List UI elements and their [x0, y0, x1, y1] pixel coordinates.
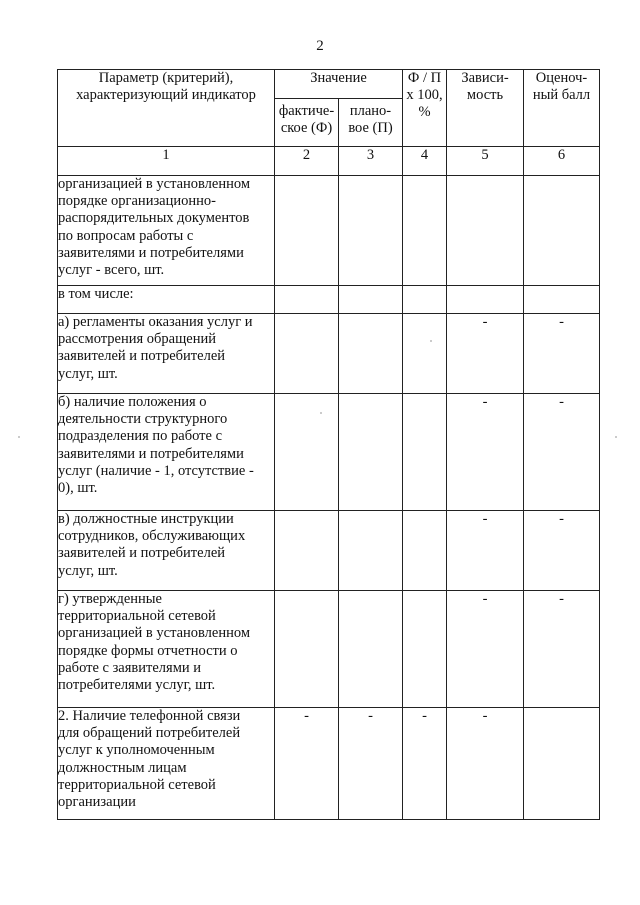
value-cell [339, 314, 403, 394]
parameter-line: 2. Наличие телефонной связи [58, 708, 241, 724]
value-cell [339, 286, 403, 314]
parameter-cell [58, 394, 275, 511]
parameter-cell [58, 286, 275, 314]
parameter-line: организацией в установленном [58, 176, 251, 192]
parameter-cell [58, 314, 275, 394]
header-ratio [403, 70, 447, 147]
parameter-line: порядке формы отчетности о [58, 642, 238, 659]
value-cell [339, 176, 403, 286]
value-cell: - [339, 708, 403, 820]
value-cell [275, 314, 339, 394]
scan-artifact [320, 412, 322, 414]
parameter-line: 0), шт. [58, 480, 98, 497]
value-cell [275, 176, 339, 286]
header-dependency-line: мость [466, 87, 504, 104]
value-cell [447, 176, 524, 286]
value-cell [275, 394, 339, 511]
parameter-line: порядке организационно- [58, 193, 216, 210]
parameter-line: организацией в установленном [58, 625, 251, 642]
header-ratio-line: % [418, 104, 431, 121]
indicator-table [57, 69, 600, 820]
table-row [58, 286, 600, 314]
header-score-line: Оценоч- [535, 70, 588, 86]
parameter-line: деятельности структурного [58, 411, 228, 428]
value-cell: - [275, 708, 339, 820]
header-parameter-line: Параметр (критерий), [98, 70, 234, 86]
parameter-line: услуг (наличие - 1, отсутствие - [58, 462, 254, 479]
parameter-line: заявителями и потребителями [58, 445, 244, 462]
value-cell [447, 286, 524, 314]
header-actual [275, 99, 339, 147]
parameter-line: рассмотрения обращений [58, 331, 216, 348]
header-planned [339, 99, 403, 147]
parameter-line: по вопросам работы с [58, 227, 194, 244]
parameter-line: б) наличие положения о [58, 394, 207, 410]
parameter-line: г) утвержденные [58, 591, 162, 607]
value-cell [275, 286, 339, 314]
header-score-line: ный балл [532, 87, 591, 104]
parameter-line: услуг - всего, шт. [58, 262, 165, 279]
value-cell [524, 286, 600, 314]
value-cell: - [524, 394, 600, 511]
value-cell [403, 394, 447, 511]
parameter-line: услуг к уполномоченным [58, 742, 215, 759]
header-planned-line: плано- [349, 103, 392, 119]
header-score [524, 70, 600, 147]
value-cell [403, 314, 447, 394]
parameter-line: заявителей и потребителей [58, 545, 226, 562]
parameter-cell [58, 708, 275, 820]
value-cell [339, 394, 403, 511]
parameter-line: услуг, шт. [58, 562, 118, 579]
header-ratio-line: х 100, [406, 87, 443, 104]
value-cell: - [447, 511, 524, 591]
parameter-line: распорядительных документов [58, 210, 250, 227]
value-cell [275, 511, 339, 591]
value-cell: - [524, 511, 600, 591]
table-row [58, 591, 600, 708]
scan-artifact [615, 436, 617, 438]
value-cell: - [447, 708, 524, 820]
parameter-line: услуг, шт. [58, 365, 118, 382]
header-dependency [447, 70, 524, 147]
parameter-line: работе с заявителями и [58, 659, 202, 676]
scan-artifact [430, 340, 432, 342]
parameter-cell [58, 511, 275, 591]
header-ratio-line: Ф / П [407, 70, 442, 86]
value-cell [403, 511, 447, 591]
value-cell [403, 176, 447, 286]
parameter-line: территориальной сетевой [58, 776, 216, 793]
parameter-cell [58, 176, 275, 286]
table-row [58, 394, 600, 511]
parameter-line: в) должностные инструкции [58, 511, 234, 527]
header-value-group: Значение [275, 70, 403, 99]
parameter-line: должностным лицам [58, 759, 187, 776]
column-number: 5 [447, 147, 524, 176]
value-cell [524, 176, 600, 286]
scan-artifact [18, 436, 20, 438]
value-cell: - [524, 591, 600, 708]
value-cell [275, 591, 339, 708]
header-parameter-line: характеризующий индикатор [76, 87, 256, 104]
parameter-line: а) регламенты оказания услуг и [58, 314, 253, 330]
header-actual-line: фактиче- [278, 103, 335, 119]
parameter-line: организации [58, 794, 136, 811]
parameter-line: потребителями услуг, шт. [58, 677, 216, 694]
table-row [58, 511, 600, 591]
value-cell: - [447, 394, 524, 511]
table-body [58, 176, 600, 820]
value-cell: - [524, 314, 600, 394]
column-number: 3 [339, 147, 403, 176]
parameter-line: в том числе: [58, 286, 134, 302]
column-number: 1 [58, 147, 275, 176]
value-cell [403, 286, 447, 314]
value-cell: - [447, 591, 524, 708]
header-actual-line: ское (Ф) [280, 120, 333, 137]
parameter-line: заявителей и потребителей [58, 348, 226, 365]
value-cell [339, 591, 403, 708]
value-cell: - [447, 314, 524, 394]
table-row [58, 176, 600, 286]
value-cell [524, 708, 600, 820]
column-number: 2 [275, 147, 339, 176]
value-cell: - [403, 708, 447, 820]
header-planned-line: вое (П) [348, 120, 393, 137]
parameter-line: сотрудников, обслуживающих [58, 528, 246, 545]
parameter-cell [58, 591, 275, 708]
header-parameter [58, 70, 275, 147]
value-cell [339, 511, 403, 591]
value-cell [403, 591, 447, 708]
parameter-line: территориальной сетевой [58, 608, 216, 625]
column-number: 4 [403, 147, 447, 176]
parameter-line: подразделения по работе с [58, 428, 223, 445]
parameter-line: для обращений потребителей [58, 725, 241, 742]
parameter-line: заявителями и потребителями [58, 244, 244, 261]
page-number: 2 [316, 38, 324, 54]
header-dependency-line: Зависи- [461, 70, 509, 86]
table-row [58, 314, 600, 394]
column-number: 6 [524, 147, 600, 176]
table-row [58, 708, 600, 820]
